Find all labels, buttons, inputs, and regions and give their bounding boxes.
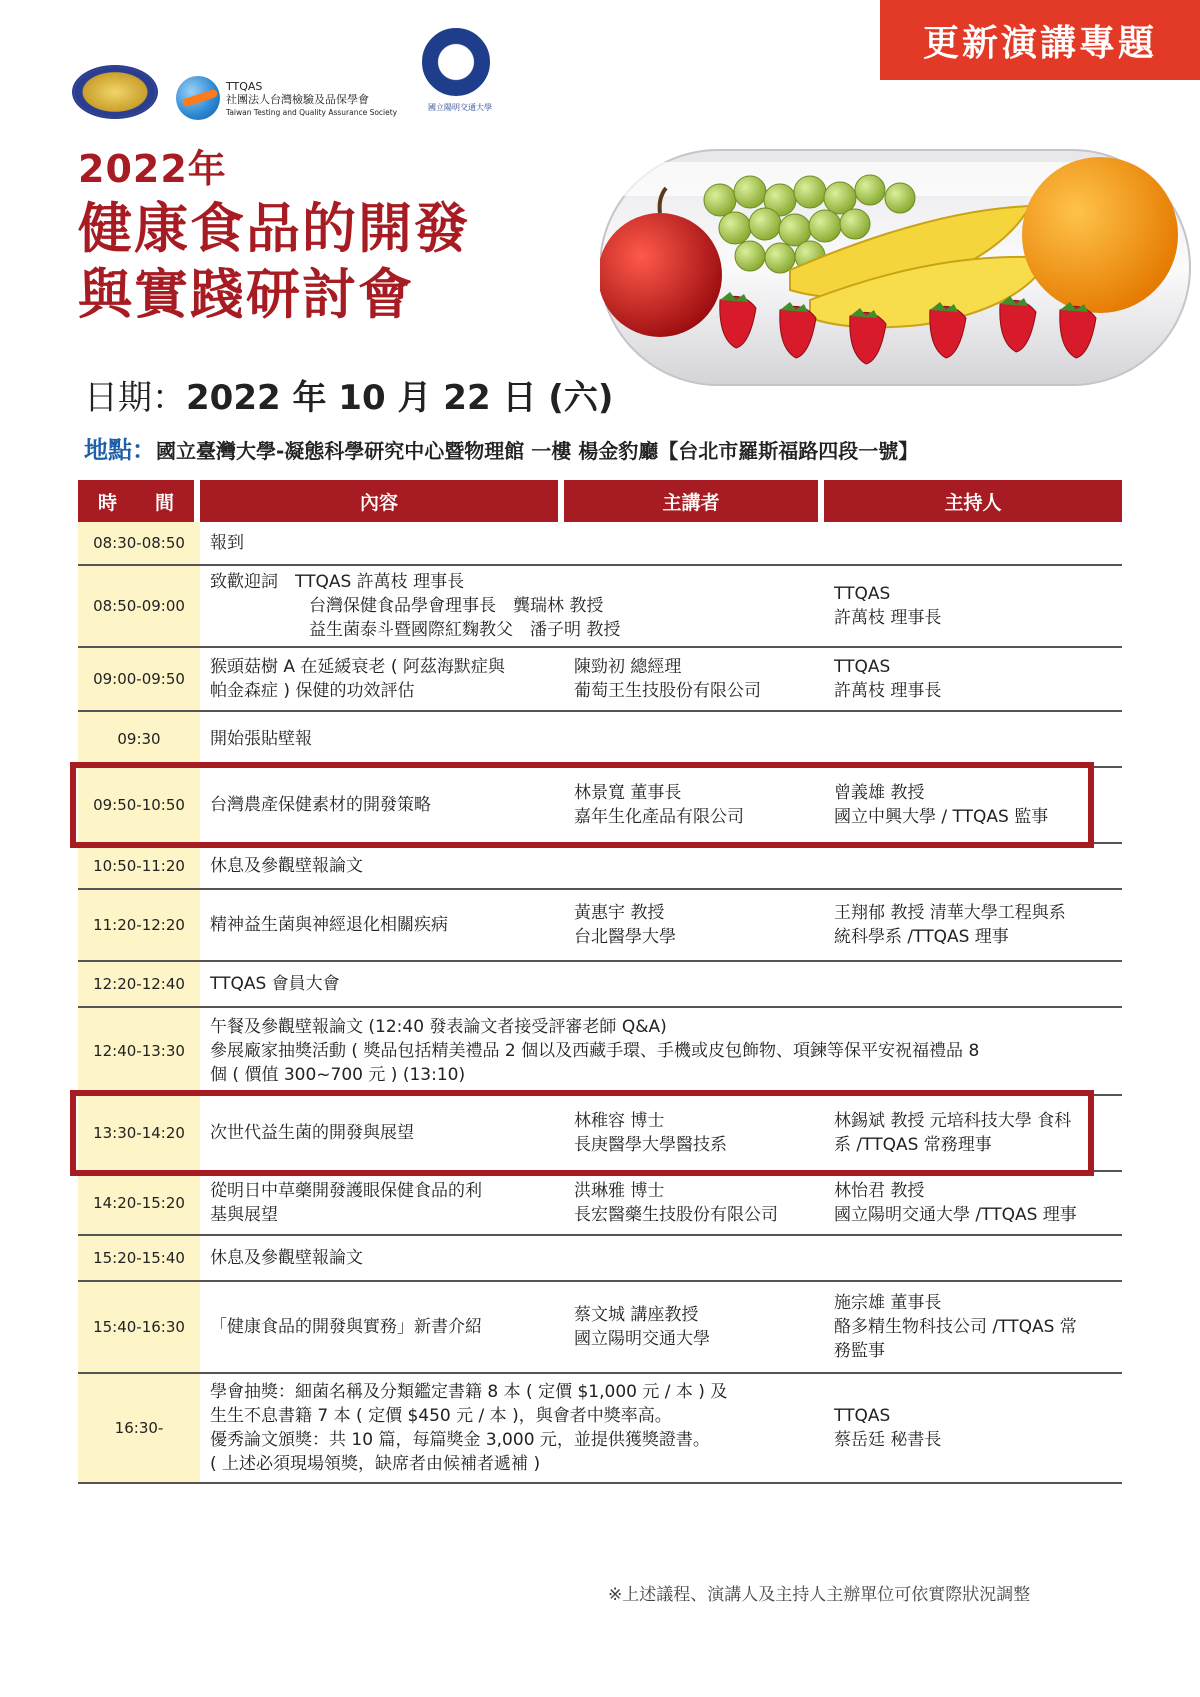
row-time: 11:20-12:20 (78, 890, 200, 962)
row-content: 台灣農產保健素材的開發策略 (200, 768, 564, 844)
schedule-row (78, 1282, 1122, 1374)
schedule-row (78, 566, 1122, 648)
schedule-table (78, 480, 1122, 1484)
schedule-row (78, 1172, 1122, 1236)
row-host: 施宗雄 董事長 酪多精生物科技公司 /TTQAS 常 務監事 (824, 1282, 1122, 1374)
event-year: 2022年 (78, 147, 227, 191)
row-time: 16:30- (78, 1374, 200, 1484)
row-time: 13:30-14:20 (78, 1096, 200, 1172)
ttqas-name: 社團法人台灣檢驗及品保學會 (226, 93, 369, 106)
row-content: 休息及參觀壁報論文 (200, 1236, 1122, 1282)
row-time: 12:40-13:30 (78, 1008, 200, 1096)
row-time: 14:20-15:20 (78, 1172, 200, 1236)
col-header-time: 時 間 (78, 480, 200, 522)
row-content: 休息及參觀壁報論文 (200, 844, 1122, 890)
row-host: 王翔郁 教授 清華大學工程與系 統科學系 /TTQAS 理事 (824, 890, 1122, 962)
welcome-line-2: 台灣保健食品學會理事長 龔瑞林 教授 (309, 596, 604, 616)
row-time: 15:20-15:40 (78, 1236, 200, 1282)
row-time: 09:50-10:50 (78, 768, 200, 844)
schedule-row (78, 1008, 1122, 1096)
row-time: 09:30 (78, 712, 200, 768)
venue-label: 地點： (84, 436, 156, 464)
welcome-line-3: 益生菌泰斗暨國際紅麴教父 潘子明 教授 (309, 620, 621, 640)
schedule-row (78, 1374, 1122, 1484)
row-content: 午餐及參觀壁報論文 (12:40 發表論文者接受評審老師 Q&A) 參展廠家抽獎活動 ( 獎品包括精美禮品 2 個以及西藏手環、手機或皮包飾物、項鍊等保平安祝福禮品 8 個 ( 價值 300~700 元 ) (13:10) (200, 1008, 1122, 1096)
ttqas-abbr: TTQAS (226, 80, 263, 93)
row-time: 12:20-12:40 (78, 962, 200, 1008)
schedule-row (78, 844, 1122, 890)
schedule-row (78, 962, 1122, 1008)
row-content: 開始張貼壁報 (200, 712, 1122, 768)
row-content: TTQAS 會員大會 (200, 962, 1122, 1008)
row-content: 猴頭菇樹 A 在延緩衰老 ( 阿茲海默症與 帕金森症 ) 保健的功效評估 (200, 648, 564, 712)
row-host: TTQAS 蔡岳廷 秘書長 (824, 1374, 1122, 1484)
schedule-row (78, 890, 1122, 962)
col-header-speaker: 主講者 (564, 480, 824, 522)
col-header-content: 內容 (200, 480, 564, 522)
row-host: TTQAS 許萬枝 理事長 (824, 648, 1122, 712)
footnote: ※上述議程、演講人及主持人主辦單位可依實際狀況調整 (608, 1585, 1031, 1605)
update-badge: 更新演講專題 (880, 0, 1200, 80)
schedule-row (78, 1236, 1122, 1282)
row-speaker: 林稚容 博士 長庚醫學大學醫技系 (564, 1096, 824, 1172)
row-time: 08:50-09:00 (78, 566, 200, 648)
updated-talk-highlight (70, 762, 1094, 848)
schedule-row (78, 648, 1122, 712)
date-label: 日期： (84, 378, 186, 418)
row-content: 精神益生菌與神經退化相關疾病 (200, 890, 564, 962)
ttqas-name-en: Taiwan Testing and Quality Assurance Society (226, 108, 398, 117)
row-speaker: 林景寬 董事長 嘉年生化產品有限公司 (564, 768, 824, 844)
row-content: 報到 (200, 522, 1122, 566)
row-time: 09:00-09:50 (78, 648, 200, 712)
venue-value: 國立臺灣大學-凝態科學研究中心暨物理館 一樓 楊金豹廳【台北市羅斯福路四段一號】 (156, 439, 919, 463)
schedule-row (78, 712, 1122, 768)
row-speaker: 陳勁初 總經理 葡萄王生技股份有限公司 (564, 648, 824, 712)
row-content: 次世代益生菌的開發與展望 (200, 1096, 564, 1172)
association-logo-icon (72, 65, 158, 119)
row-speaker: 蔡文城 講座教授 國立陽明交通大學 (564, 1282, 824, 1374)
ttqas-logo-icon (176, 76, 220, 120)
welcome-label: 致歡迎詞 (210, 572, 278, 592)
row-content: 學會抽獎：細菌名稱及分類鑑定書籍 8 本 ( 定價 $1,000 元 / 本 ) 及 生生不息書籍 7 本 ( 定價 $450 元 / 本 )，與會者中獎率高。 優秀論文頒獎：共 10 篇，每篇獎金 3,000 元，並提供獲獎證書。 ( 上述必須現場領獎，缺席者由候補者遞補 ) (200, 1374, 824, 1484)
row-content: 「健康食品的開發與實務」新書介紹 (200, 1282, 564, 1374)
schedule-row (78, 522, 1122, 566)
row-time: 10:50-11:20 (78, 844, 200, 890)
ttqas-logo-text (226, 80, 397, 119)
event-date (84, 370, 613, 419)
row-host: 曾義雄 教授 國立中興大學 / TTQAS 監事 (824, 768, 1122, 844)
date-value: 2022 年 10 月 22 日 (六) (186, 378, 614, 418)
row-host: TTQAS 許萬枝 理事長 (824, 566, 1122, 648)
nycu-logo-text: 國立陽明交通大學 (428, 103, 492, 112)
welcome-line-1: TTQAS 許萬枝 理事長 (295, 572, 465, 592)
title-line-2: 與實踐研討會 (78, 263, 414, 326)
event-title (78, 196, 470, 328)
row-speaker: 洪琳雅 博士 長宏醫藥生技股份有限公司 (564, 1172, 824, 1236)
event-venue (84, 430, 918, 465)
row-speaker: 黃惠宇 教授 台北醫學大學 (564, 890, 824, 962)
row-host: 林錫斌 教授 元培科技大學 食科 系 /TTQAS 常務理事 (824, 1096, 1122, 1172)
row-content (200, 566, 824, 648)
col-header-host: 主持人 (824, 480, 1122, 522)
nycu-logo-icon (422, 28, 490, 96)
row-time: 15:40-16:30 (78, 1282, 200, 1374)
row-host: 林怡君 教授 國立陽明交通大學 /TTQAS 理事 (824, 1172, 1122, 1236)
schedule-header-row (78, 480, 1122, 522)
row-content: 從明日中草藥開發護眼保健食品的利 基與展望 (200, 1172, 564, 1236)
row-time: 08:30-08:50 (78, 522, 200, 566)
fruit-capsule-illustration (600, 140, 1200, 390)
updated-talk-highlight (70, 1090, 1094, 1176)
title-line-1: 健康食品的開發 (78, 197, 470, 260)
